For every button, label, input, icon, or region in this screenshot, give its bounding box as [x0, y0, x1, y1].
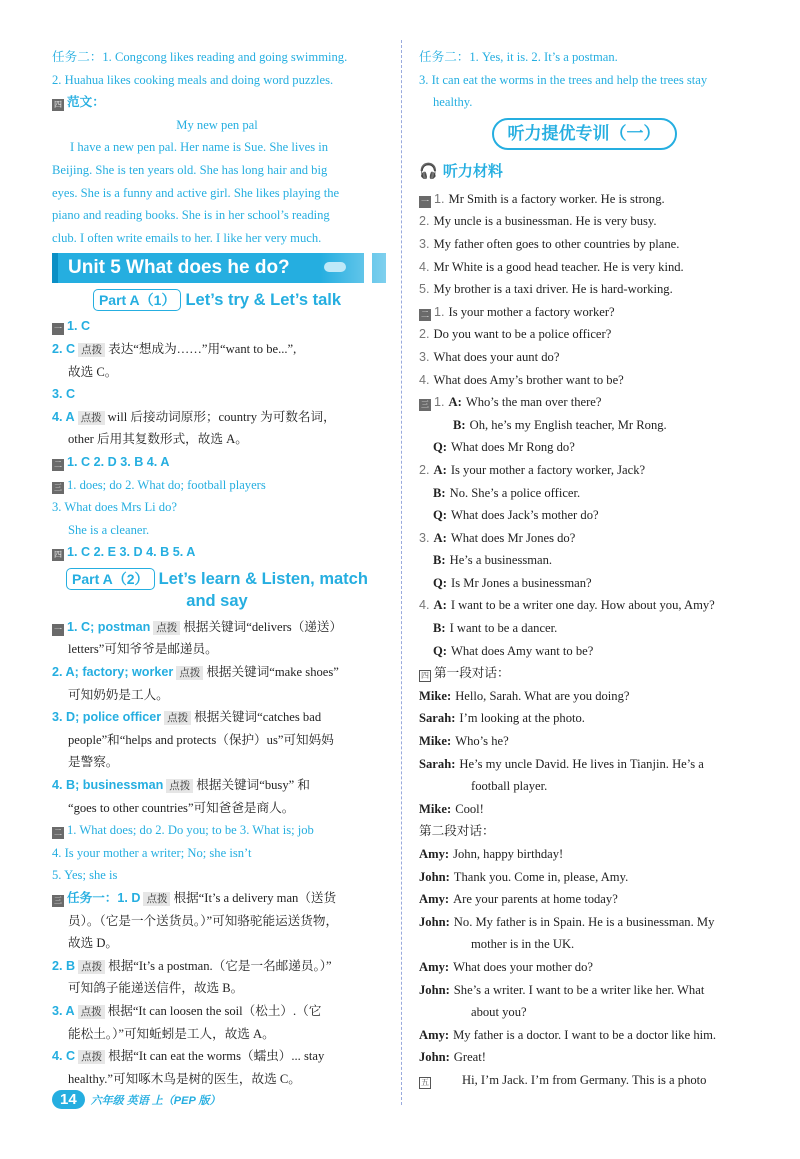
transcript-text: Is your mother a factory worker, Jack?: [450, 462, 646, 477]
transcript-text: 第二段对话：: [419, 824, 495, 839]
item-number: 1.: [434, 395, 445, 410]
transcript-text: I want to be a dancer.: [449, 621, 558, 636]
section-four-icon: 四: [54, 100, 62, 110]
explanation-text: 根据“It’s a postman.（它是一名邮递员。）”: [108, 958, 332, 973]
section-title: 听力提优专训（一）: [419, 118, 749, 150]
explanation-text: 表达“想成为……”用“want to be...”,: [108, 341, 297, 356]
answer-text: 1. Yes, it is. 2. It’s a postman.: [469, 50, 618, 64]
transcript-line: [419, 549, 749, 572]
transcript-text: My father often goes to other countries by plane.: [433, 236, 680, 251]
footer-text: 六年级 英语 上（PEP 版）: [90, 1095, 221, 1107]
transcript-text: What does Jack’s mother do?: [451, 508, 599, 523]
transcript-line: [419, 436, 749, 459]
transcript-text: 第一段对话：: [434, 666, 510, 681]
item-number: 4.: [419, 372, 430, 387]
transcript-text: No. She’s a police officer.: [449, 485, 581, 500]
answer-key: 4. B; businessman: [52, 778, 164, 793]
section-number-icon: 四: [54, 550, 62, 560]
explanation-text: 根据“It can loosen the soil（松土）.（它: [107, 1003, 322, 1018]
speaker-label: Q:: [433, 575, 447, 590]
answer-line: [52, 1068, 382, 1091]
item-number: 3.: [419, 236, 430, 251]
transcript-line: [419, 414, 749, 437]
answer-key: 3. A: [52, 1003, 75, 1018]
transcript-text: Who’s the man over there?: [465, 395, 602, 410]
essay-line: club. I often write emails to her. I like her very much.: [52, 230, 322, 245]
explanation-text: 能松土。）”可知蚯蚓是工人，故选 A。: [68, 1026, 275, 1041]
explanation-text: 员）。（它是一个送货员。）”可知骆驼能运送货物，: [68, 913, 339, 928]
answer-text: 1. Congcong likes reading and going swimming.: [102, 50, 348, 64]
answer-line: [52, 661, 382, 684]
answer-line: [52, 383, 382, 406]
section-number-icon: 二: [421, 309, 429, 319]
explanation-text: “goes to other countries”可知爸爸是商人。: [68, 800, 295, 815]
speaker-label: Mike:: [419, 688, 452, 703]
transcript-line: [419, 323, 749, 346]
explanation-text: 根据“It’s a delivery man（送货: [173, 891, 337, 905]
task-label: 任务二：: [52, 50, 103, 64]
transcript-text: Mr White is a good head teacher. He is very kind.: [433, 259, 684, 274]
answer-key: 1. C 2. D 3. B 4. A: [67, 454, 170, 469]
answer-line: [52, 955, 382, 978]
right-column: [419, 46, 749, 1092]
answer-line: [52, 684, 382, 707]
answer-text: 2. Huahua likes cooking meals and doing word puzzles.: [52, 72, 334, 87]
hint-tag: 点拨: [78, 1050, 105, 1064]
page-number: 14: [52, 1090, 85, 1109]
left-column: [52, 46, 382, 1090]
transcript-line: [419, 1069, 749, 1092]
task-label: 任务二：: [419, 50, 470, 64]
explanation-text: 故选 C。: [68, 364, 118, 379]
answer-line: [52, 977, 382, 1000]
transcript-text: She’s a writer. I want to be a writer like her. What: [453, 982, 705, 997]
answer-key: 3. What does Mrs Li do?: [52, 500, 177, 515]
section-number-icon: 一: [54, 624, 62, 634]
transcript-text: Mr Smith is a factory worker. He is strong.: [448, 191, 665, 206]
transcript-line: [419, 369, 749, 392]
answer-line: [419, 69, 749, 92]
right-top-answers: [419, 46, 749, 114]
speaker-label: John:: [419, 982, 450, 997]
item-number: 4.: [419, 598, 430, 613]
explanation-text: 根据关键词“busy” 和: [196, 778, 310, 793]
answer-line: [52, 910, 382, 933]
answer-line: [52, 315, 382, 338]
speaker-label: A:: [448, 395, 462, 410]
hint-tag: 点拨: [176, 666, 203, 680]
answer-line: [419, 46, 749, 69]
speaker-label: A:: [433, 530, 447, 545]
transcript-line: [419, 233, 749, 256]
transcript-line: [419, 775, 749, 798]
answer-key: She is a cleaner.: [68, 522, 150, 537]
speaker-label: Q:: [433, 508, 447, 523]
answer-key: 2. B: [52, 958, 76, 973]
answer-line: [52, 819, 382, 842]
hint-tag: 点拨: [78, 411, 105, 425]
answer-line: [419, 91, 749, 114]
transcript-text: What does your aunt do?: [433, 349, 560, 364]
answer-line: [52, 519, 382, 542]
transcript-text: He’s my uncle David. He lives in Tianjin. He’s a: [459, 756, 704, 771]
answer-key: 4. C: [52, 1049, 76, 1064]
speaker-label: Amy:: [419, 847, 450, 861]
answer-key: 1. What does; do 2. Do you; to be 3. What is; job: [67, 823, 314, 838]
answer-line: [52, 616, 382, 639]
transcript-line: [419, 866, 749, 889]
speaker-label: Amy:: [419, 959, 450, 974]
transcript-text: What does Amy’s brother want to be?: [433, 372, 624, 387]
answer-line: [52, 864, 382, 887]
answer-line: [52, 541, 382, 564]
hint-tag: 点拨: [153, 621, 180, 635]
explanation-text: letters”可知爷爷是邮递员。: [68, 642, 218, 657]
page-footer: [52, 1090, 220, 1109]
transcript-line: [419, 798, 749, 821]
answer-key: 2. A; factory; worker: [52, 665, 174, 680]
transcript-text: My father is a doctor. I want to be a doctor like him.: [453, 1027, 717, 1042]
explanation-text: 可知鸽子能递送信件，故选 B。: [68, 981, 244, 996]
answer-key: 2. C: [52, 341, 76, 356]
answer-line: [52, 338, 382, 361]
answer-line: [52, 361, 382, 384]
answer-key: 1. does; do 2. What do; football players: [67, 477, 266, 492]
hint-tag: 点拨: [143, 892, 170, 906]
speaker-label: B:: [433, 553, 446, 568]
speaker-label: John:: [419, 914, 450, 929]
speaker-label: A:: [433, 598, 447, 613]
hint-tag: 点拨: [78, 343, 105, 357]
answer-key: 4. A: [52, 409, 75, 424]
item-number: 1.: [434, 191, 445, 206]
transcript-line: [419, 685, 749, 708]
transcript-line: [419, 1001, 749, 1024]
answer-text: 3. It can eat the worms in the trees and help the trees stay: [419, 72, 708, 87]
item-number: 1.: [434, 304, 445, 319]
essay-line: piano and reading books. She is in her school’s reading: [52, 208, 330, 223]
listening-heading: 🎧 听力材料: [419, 161, 503, 180]
answer-line: [52, 496, 382, 519]
transcript-text: Do you want to be a police officer?: [433, 327, 612, 342]
essay-body: [52, 136, 382, 249]
answer-key: 3. D; police officer: [52, 710, 162, 725]
explanation-text: 根据关键词“catches bad: [194, 710, 322, 725]
speaker-label: John:: [419, 869, 450, 884]
transcript-line: [419, 527, 749, 550]
transcript-line: [419, 256, 749, 279]
answer-text: healthy.: [433, 95, 473, 110]
speaker-label: Mike:: [419, 801, 452, 816]
answer-line: [52, 1000, 382, 1023]
transcript-text: Is your mother a factory worker?: [448, 304, 615, 319]
transcript-line: [419, 911, 749, 934]
unit-banner: [52, 253, 386, 283]
explanation-text: will 后接动词原形；country 为可数名词，: [107, 409, 336, 424]
transcript-line: [419, 1024, 749, 1047]
explanation-text: 根据“It can eat the worms（蠕虫）... stay: [108, 1049, 325, 1064]
transcript-text: John, happy birthday!: [453, 847, 564, 861]
answer-line: [52, 932, 382, 955]
transcript-line: [419, 278, 749, 301]
answer-key: 任务一：1. D: [67, 891, 141, 905]
answer-line: [52, 428, 382, 451]
part-a1-title: Part A（1） Let’s try & Let’s talk: [52, 289, 382, 311]
explanation-text: 根据关键词“delivers（递送）: [183, 619, 343, 634]
hint-tag: 点拨: [164, 711, 191, 725]
banner-stripe: [364, 253, 372, 283]
transcript-line: [419, 346, 749, 369]
section-number-icon: 二: [54, 828, 62, 838]
hint-tag: 点拨: [78, 960, 105, 974]
transcript-text: What does Mr Jones do?: [450, 530, 576, 545]
speaker-label: B:: [433, 621, 446, 636]
answer-line: [52, 797, 382, 820]
answer-line: [52, 69, 382, 92]
item-number: 2.: [419, 462, 430, 477]
explanation-text: 根据关键词“make shoes”: [206, 665, 339, 680]
answer-line: [52, 751, 382, 774]
item-number: 3.: [419, 349, 430, 364]
essay-title: My new pen pal: [176, 117, 258, 132]
answer-line: [52, 638, 382, 661]
item-number: 5.: [419, 282, 430, 297]
transcript-line: [419, 459, 749, 482]
transcript-text: What does Amy want to be?: [451, 643, 594, 658]
explanation-text: 可知奶奶是工人。: [68, 687, 169, 702]
transcript-text: My uncle is a businessman. He is very busy.: [433, 214, 657, 229]
transcript-line: [419, 482, 749, 505]
answer-line: [52, 46, 382, 69]
transcript-line: [419, 391, 749, 414]
section-number-icon: 一: [54, 324, 62, 334]
answer-line: [52, 706, 382, 729]
answer-key: 1. C: [67, 319, 91, 334]
answer-line: [52, 406, 382, 429]
explanation-text: healthy.”可知啄木鸟是树的医生，故选 C。: [68, 1071, 301, 1086]
transcript-text: No. My father is in Spain. He is a businessman. My: [453, 914, 715, 929]
essay-line: Beijing. She is ten years old. She has long hair and big: [52, 162, 328, 177]
answer-key: 1. C 2. E 3. D 4. B 5. A: [67, 545, 196, 560]
transcript-text: about you?: [471, 1005, 527, 1020]
answer-line: [52, 774, 382, 797]
section-number-icon: 三: [54, 896, 62, 905]
transcript-text: He’s a businessman.: [449, 553, 553, 568]
transcript-text: Great!: [453, 1050, 486, 1065]
speaker-label: Q:: [433, 643, 447, 658]
section-number-icon: 五: [421, 1077, 429, 1087]
transcript-text: Who’s he?: [455, 734, 509, 749]
answer-line: [52, 1023, 382, 1046]
transcript-line: [419, 956, 749, 979]
answer-key: 5. Yes; she is: [52, 868, 118, 883]
transcript-line: [419, 617, 749, 640]
item-number: 4.: [419, 259, 430, 274]
essay-line: I have a new pen pal. Her name is Sue. She lives in: [70, 140, 329, 155]
transcript-line: [419, 730, 749, 753]
part-a2-title: Part A（2） Let’s learn & Listen, match and say: [52, 568, 382, 612]
car-icon: [324, 262, 346, 272]
explanation-text: other 后用其复数形式，故选 A。: [68, 432, 248, 447]
transcript-line: [419, 979, 749, 1002]
speaker-label: John:: [419, 1050, 450, 1065]
transcript-line: [419, 888, 749, 911]
section-number-icon: 三: [54, 482, 62, 492]
transcript-text: Thank you. Come in, please, Amy.: [453, 869, 629, 884]
transcript-text: Hello, Sarah. What are you doing?: [455, 688, 630, 703]
transcript-text: My brother is a taxi driver. He is hard-working.: [433, 282, 673, 297]
transcript-line: [419, 843, 749, 866]
transcript-line: [419, 820, 749, 843]
transcript-line: [419, 594, 749, 617]
answer-key: 3. C: [52, 387, 76, 402]
transcript-text: Are your parents at home today?: [453, 892, 618, 907]
transcript-line: [419, 662, 749, 685]
transcript-text: Hi, I’m Jack. I’m from Germany. This is a photo: [462, 1072, 707, 1087]
speaker-label: A:: [433, 462, 447, 477]
explanation-text: people”和“helps and protects（保护）us”可知妈妈: [68, 732, 334, 747]
column-divider: [401, 40, 402, 1105]
transcript-text: mother is in the UK.: [471, 937, 575, 952]
hint-tag: 点拨: [166, 779, 193, 793]
speaker-label: Amy:: [419, 1027, 450, 1042]
item-number: 3.: [419, 530, 430, 545]
transcript-text: Cool!: [455, 801, 484, 816]
answer-line: [52, 1045, 382, 1068]
answer-line: [52, 474, 382, 497]
explanation-text: 故选 D。: [68, 936, 119, 951]
part-a2-answers: [52, 616, 382, 1090]
transcript-line: [419, 707, 749, 730]
item-number: 2.: [419, 327, 430, 342]
essay-label: 四 范文：: [54, 95, 105, 110]
answer-line: [52, 451, 382, 474]
section-number-icon: 三: [421, 400, 429, 410]
item-number: 2.: [419, 214, 430, 229]
transcript-line: [419, 753, 749, 776]
answer-key: 4. Is your mother a writer; No; she isn’t: [52, 845, 252, 860]
listening-transcript: [419, 188, 749, 1092]
transcript-line: [419, 504, 749, 527]
speaker-label: Amy:: [419, 892, 450, 907]
answer-line: [52, 729, 382, 752]
answer-line: [52, 842, 382, 865]
transcript-text: Is Mr Jones a businessman?: [451, 575, 592, 590]
transcript-line: [419, 188, 749, 211]
transcript-line: [419, 1046, 749, 1069]
transcript-text: football player.: [471, 779, 548, 794]
transcript-text: I’m looking at the photo.: [459, 711, 585, 726]
left-top-answers: [52, 46, 382, 91]
explanation-text: 是警察。: [68, 755, 119, 770]
answer-key: 1. C; postman: [67, 619, 151, 634]
section-number-icon: 二: [54, 459, 62, 469]
transcript-text: Oh, he’s my English teacher, Mr Rong.: [469, 417, 667, 432]
speaker-label: Sarah:: [419, 756, 456, 771]
essay-line: eyes. She is a funny and active girl. She likes playing the: [52, 185, 340, 200]
transcript-text: I want to be a writer one day. How about you, Amy?: [450, 598, 715, 613]
headphones-icon: 🎧: [419, 161, 438, 180]
part-a1-answers: [52, 315, 382, 564]
speaker-label: B:: [433, 485, 446, 500]
section-number-icon: 一: [421, 196, 429, 206]
transcript-line: [419, 301, 749, 324]
speaker-label: Q:: [433, 440, 447, 455]
answer-line: [52, 887, 382, 910]
speaker-label: Mike:: [419, 734, 452, 749]
transcript-text: What does your mother do?: [453, 959, 593, 974]
unit-title: Unit 5 What does he do?: [68, 257, 290, 279]
transcript-line: [419, 933, 749, 956]
transcript-line: [419, 572, 749, 595]
transcript-line: [419, 210, 749, 233]
speaker-label: B:: [453, 417, 466, 432]
transcript-text: What does Mr Rong do?: [451, 440, 575, 455]
section-number-icon: 四: [421, 671, 429, 681]
hint-tag: 点拨: [78, 1005, 105, 1019]
speaker-label: Sarah:: [419, 711, 456, 726]
transcript-line: [419, 640, 749, 663]
